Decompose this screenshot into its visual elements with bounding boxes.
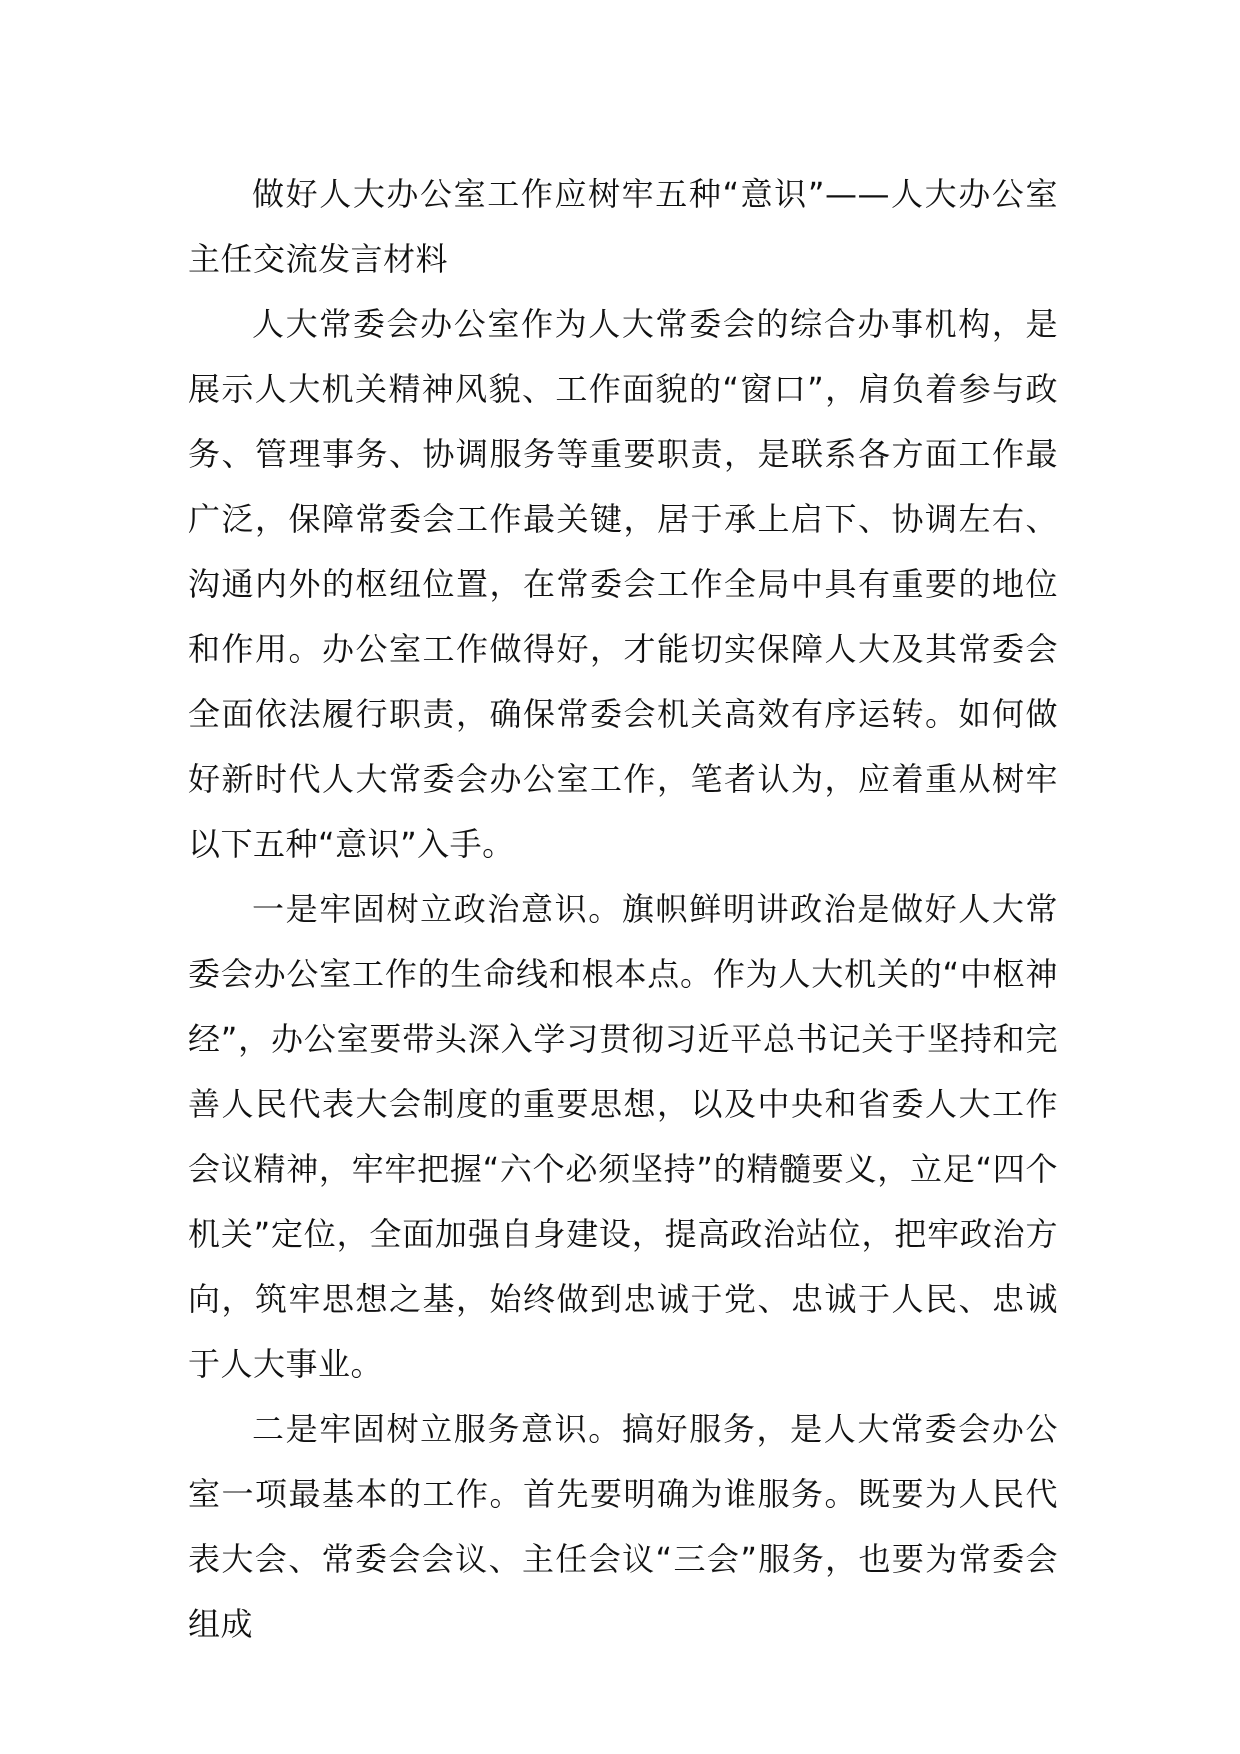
paragraph-political-awareness: 一是牢固树立政治意识。旗帜鲜明讲政治是做好人大常委会办公室工作的生命线和根本点。作为人大机关的“中枢神经”，办公室要带头深入学习贯彻习近平总书记关于坚持和完善人民代表大会制度的重要思想，以及中央和省委人大工作会议精神，牢牢把握“六个必须坚持”的精髓要义，立足“四个机关”定位，全面加强自身建设，提高政治站位，把牢政治方向，筑牢思想之基，始终做到忠诚于党、忠诚于人民、忠诚于人大事业。 xyxy=(188,890,1058,1383)
document-title: 做好人大办公室工作应树牢五种“意识”——人大办公室主任交流发言材料 xyxy=(188,175,1058,278)
paragraph-service-awareness: 二是牢固树立服务意识。搞好服务，是人大常委会办公室一项最基本的工作。首先要明确为谁服务。既要为人民代表大会、常委会会议、主任会议“三会”服务，也要为常委会组成 xyxy=(188,1410,1058,1643)
document-body xyxy=(188,162,1058,1657)
paragraph-intro: 人大常委会办公室作为人大常委会的综合办事机构，是展示人大机关精神风貌、工作面貌的“窗口”，肩负着参与政务、管理事务、协调服务等重要职责，是联系各方面工作最广泛，保障常委会工作最关键，居于承上启下、协调左右、沟通内外的枢纽位置，在常委会工作全局中具有重要的地位和作用。办公室工作做得好，才能切实保障人大及其常委会全面依法履行职责，确保常委会机关高效有序运转。如何做好新时代人大常委会办公室工作，笔者认为，应着重从树牢以下五种“意识”入手。 xyxy=(188,305,1058,863)
